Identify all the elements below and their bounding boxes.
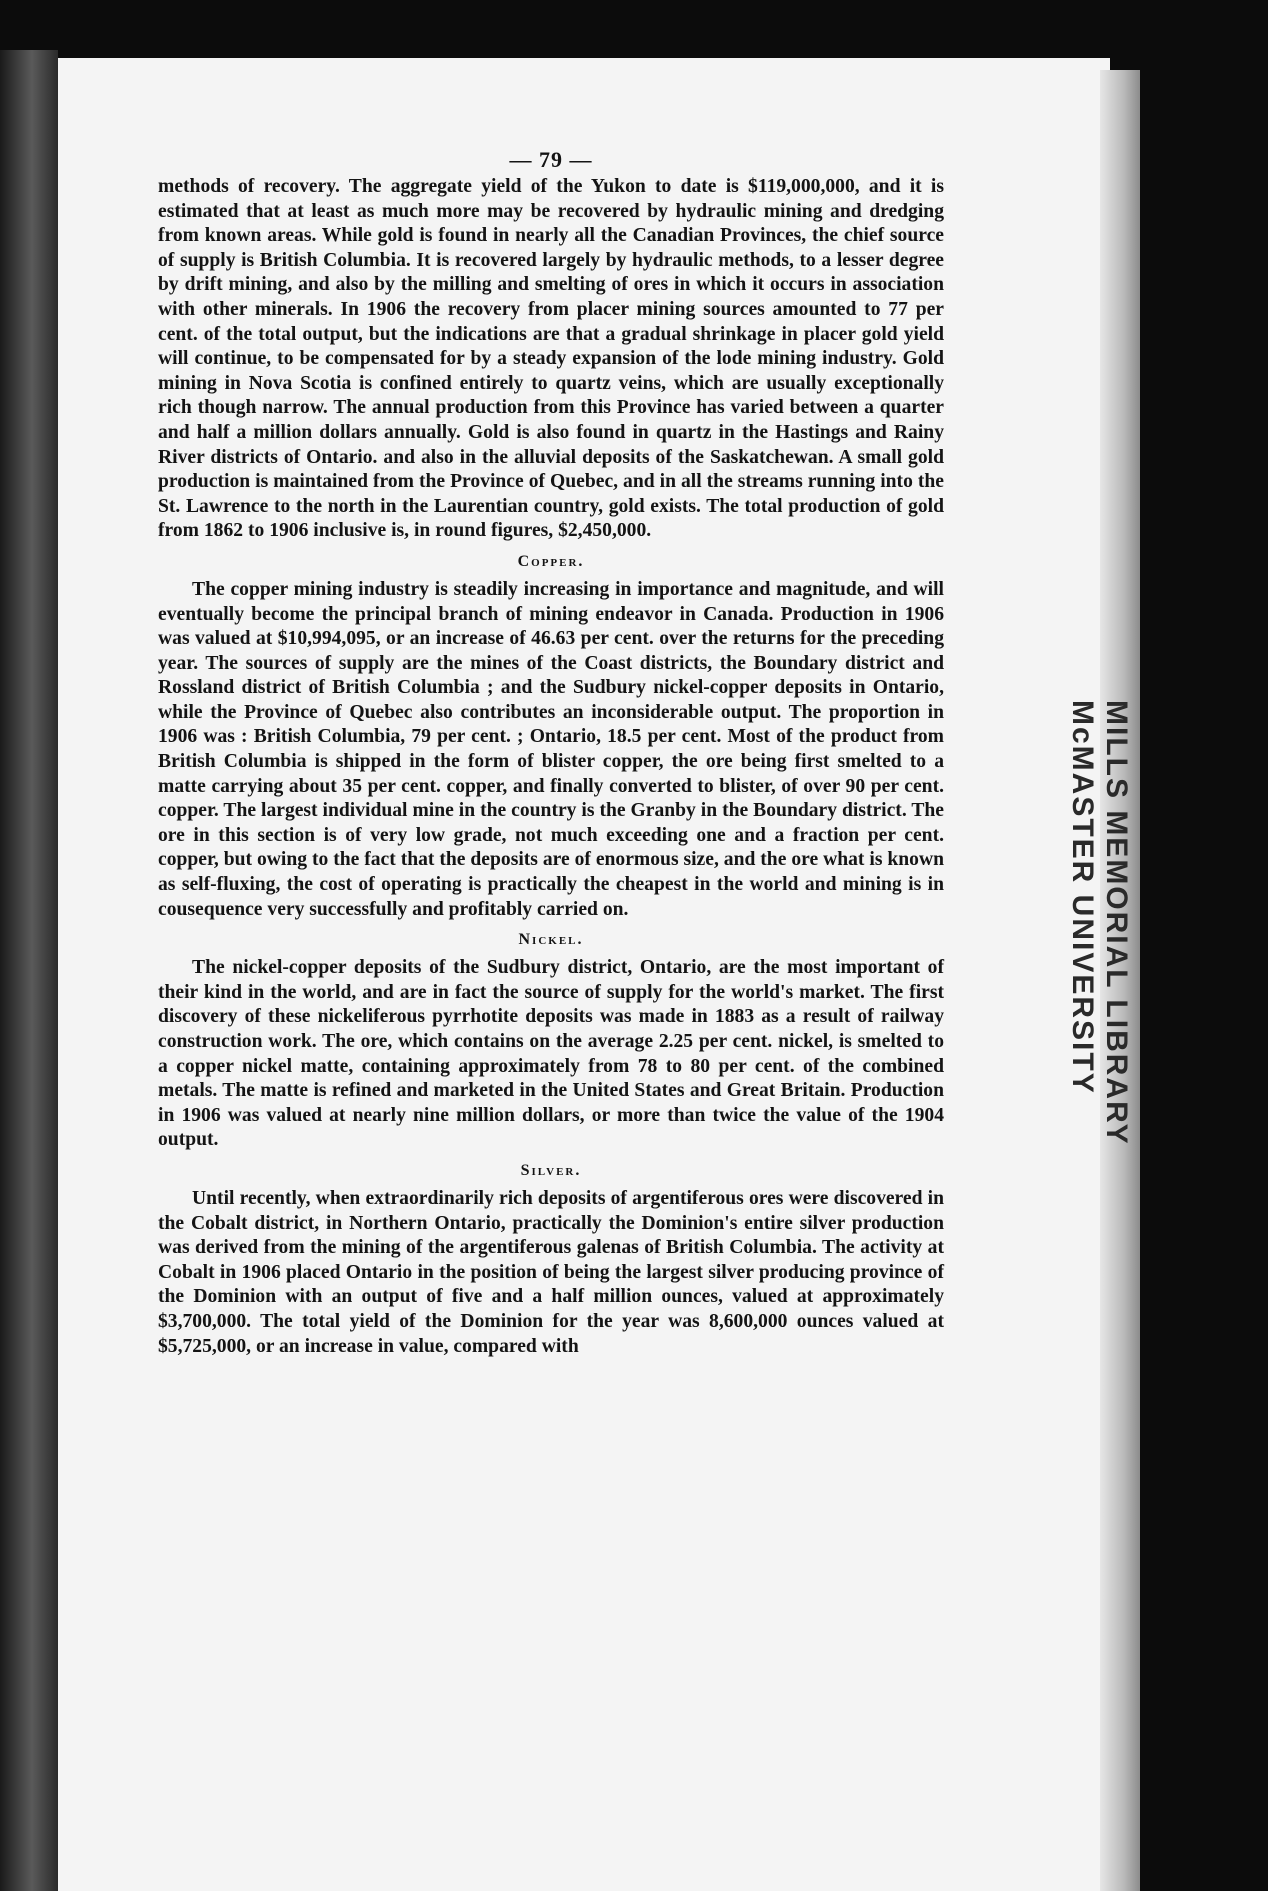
page-text bbox=[158, 148, 944, 1359]
heading-nickel: Nickel. bbox=[518, 931, 584, 949]
library-stamp-line-1: MILLS MEMORIAL LIBRARY bbox=[1100, 700, 1133, 1146]
library-stamp bbox=[1063, 700, 1135, 1146]
gold-paragraph: methods of recovery. The aggregate yield of the Yukon to date is $119,000,000, and it is estimated that at least as much more may be recovered by hydraulic mining and dredging from known areas. While gold is found in nearly all the Canadian Provinces, the chief source of supply is British Columbia. It is recovered largely by hydraulic methods, to a lesser degree by drift mining, and also by the milling and smelting of ores in which it occurs in association with other minerals. In 1906 the recovery from placer mining sources amounted to 77 per cent. of the total output, but the indications are that a gradual shrinkage in placer gold yield will continue, to be compensated for by a steady expansion of the lode mining industry. Gold mining in Nova Scotia is confined entirely to quartz veins, which are usually exceptionally rich though narrow. The annual production from this Province has varied between a quarter and half a million dollars annually. Gold is also found in quartz in the Hastings and Rainy River districts of Ontario. and also in the alluvial deposits of the Saskatchewan. A small gold production is maintained from the Province of Quebec, and in all the streams running into the St. Lawrence to the north in the Laurentian country, gold exists. The total production of gold from 1862 to 1906 inclusive is, in round figures, $2,450,000. bbox=[158, 176, 944, 542]
facing-page-edge bbox=[0, 50, 58, 1891]
nickel-paragraph: The nickel-copper deposits of the Sudbury district, Ontario, are the most important of their kind in the world, and are in fact the source of supply for the world's market. The first discovery of these nickeliferous pyrrhotite deposits was made in 1883 as a result of railway construction work. The ore, which contains on the average 2.25 per cent. nickel, is smelted to a copper nickel matte, containing approximately from 78 to 80 per cent. of the combined metals. The matte is refined and marketed in the United States and Great Britain. Production in 1906 was valued at nearly nine million dollars, or more than twice the value of the 1904 output. bbox=[158, 957, 944, 1151]
heading-copper: Copper. bbox=[517, 552, 585, 570]
heading-silver: Silver. bbox=[520, 1161, 582, 1179]
silver-paragraph: Until recently, when extraordinarily rich deposits of argentiferous ores were discovered in the Cobalt district, in Northern Ontario, practically the Dominion's entire silver production was derived from the mining of the argentiferous galenas of British Columbia. The activity at Cobalt in 1906 placed Ontario in the position of being the largest silver producing province of the Dominion with an output of five and a half million ounces, valued at approximately $3,700,000. The total yield of the Dominion for the year was 8,600,000 ounces valued at $5,725,000, or an increase in value, compared with bbox=[158, 1187, 944, 1357]
copper-paragraph: The copper mining industry is steadily increasing in importance and magnitude, and will eventually become the principal branch of mining endeavor in Canada. Production in 1906 was valued at $10,994,095, or an increase of 46.63 per cent. over the returns for the preceding year. The sources of supply are the mines of the Coast districts, the Boundary district and Rossland district of British Columbia ; and the Sudbury nickel-copper deposits in Ontario, while the Province of Quebec also contributes an inconsiderable output. The proportion in 1906 was : British Columbia, 79 per cent. ; Ontario, 18.5 per cent. Most of the product from British Columbia is shipped in the form of blister copper, the ore being first smelted to a matte carrying about 35 per cent. copper, and finally converted to blister, of over 90 per cent. copper. The largest individual mine in the country is the Granby in the Boundary district. The ore in this section is of very low grade, not much exceeding one and a fraction per cent. copper, but owing to the fact that the deposits are of enormous size, and the ore what is known as self-fluxing, the cost of operating is practically the cheapest in the world and mining is in cousequence very successfully and profitably carried on. bbox=[158, 578, 944, 920]
page-number: — 79 — bbox=[509, 147, 593, 172]
library-stamp-line-2: McMASTER UNIVERSITY bbox=[1066, 700, 1099, 1095]
